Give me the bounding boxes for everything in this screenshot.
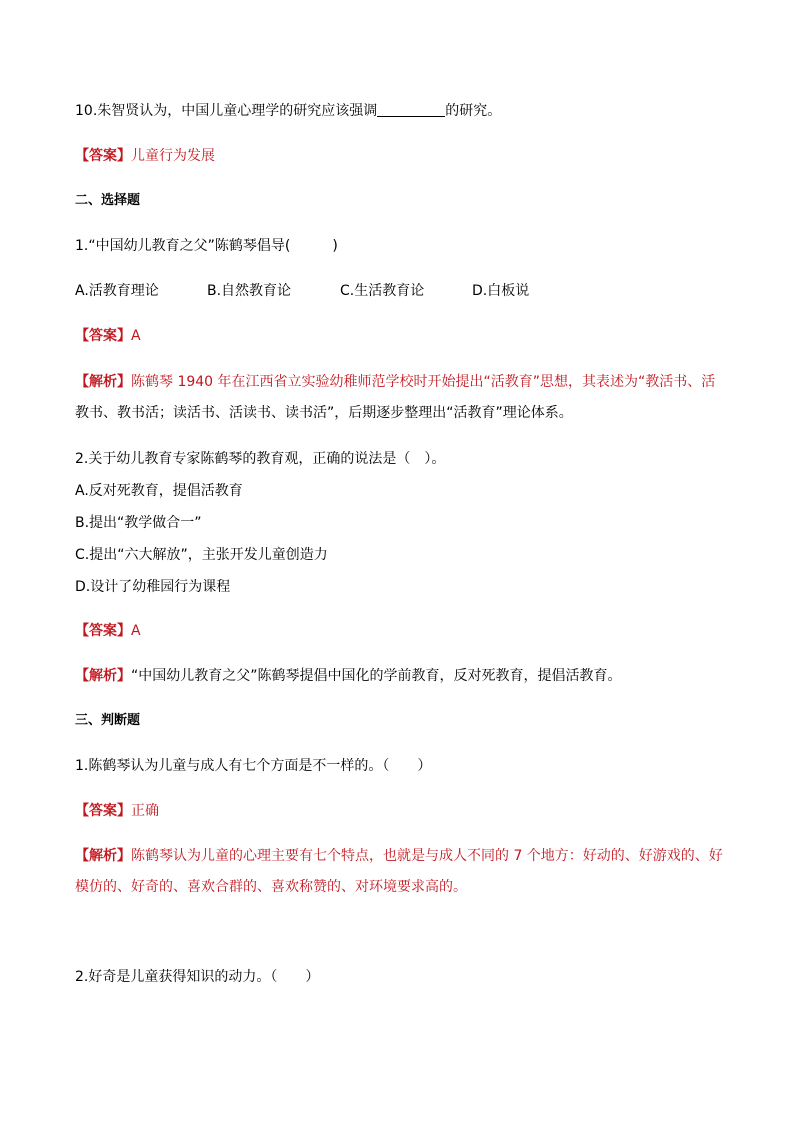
mc2-stem: 2.关于幼儿教育专家陈鹤琴的教育观，正确的说法是（ ）。 [75, 451, 446, 467]
mc1-option-b: B.自然教育论 [207, 283, 292, 299]
mc1-analysis-line1 [75, 372, 715, 392]
mc2-option-d: D.设计了幼稚园行为课程 [75, 579, 231, 595]
analysis-label: 【解析】 [75, 374, 131, 390]
analysis-text: “中国幼儿教育之父”陈鹤琴提倡中国化的学前教育，反对死教育，提倡活教育。 [131, 668, 622, 684]
tf1-analysis-line2 [75, 877, 467, 897]
mc1-option-a: A.活教育理论 [75, 283, 159, 299]
answer-label: 【答案】 [75, 148, 131, 164]
analysis-text: 陈鹤琴认为儿童的心理主要有七个特点，也就是与成人不同的 7 个地方：好动的、好游戏的、好 [131, 848, 723, 864]
tf1-stem: 1.陈鹤琴认为儿童与成人有七个方面是不一样的。（ ） [75, 758, 432, 774]
question-10 [75, 101, 501, 121]
fill-blank [377, 102, 445, 117]
mc1-stem: 1.“中国幼儿教育之父”陈鹤琴倡导( ) [75, 238, 338, 254]
analysis-text: 模仿的、好奇的、喜欢合群的、喜欢称赞的、对环境要求高的。 [75, 879, 467, 895]
mc2-option-b: B.提出“教学做合一” [75, 515, 202, 531]
mc2-option-a: A.反对死教育，提倡活教育 [75, 483, 243, 499]
section-title-choice: 二、选择题 [75, 193, 141, 208]
analysis-label: 【解析】 [75, 848, 131, 864]
answer-text: A [131, 328, 141, 344]
answer-text: 儿童行为发展 [131, 148, 215, 164]
answer-text: A [131, 623, 141, 639]
answer-label: 【答案】 [75, 623, 131, 639]
mc1-option-d: D.白板说 [472, 283, 530, 299]
mc1-analysis-line2 [75, 403, 573, 423]
analysis-text: 陈鹤琴 1940 年在江西省立实验幼稚师范学校时开始提出“活教育”思想，其表述为“教活书、活 [131, 374, 716, 390]
mc2-answer [75, 621, 141, 641]
answer-text: 正确 [131, 803, 159, 819]
tf1-answer [75, 801, 159, 821]
tf2-stem: 2.好奇是儿童获得知识的动力。（ ） [75, 969, 320, 985]
answer-label: 【答案】 [75, 328, 131, 344]
mc2-analysis [75, 666, 622, 686]
answer-label: 【答案】 [75, 803, 131, 819]
question-10-suffix: 的研究。 [445, 103, 502, 119]
mc2-option-c: C.提出“六大解放”，主张开发儿童创造力 [75, 547, 328, 563]
mc1-answer [75, 326, 141, 346]
answer-10 [75, 146, 215, 166]
question-10-prefix: 10.朱智贤认为，中国儿童心理学的研究应该强调 [75, 103, 378, 119]
section-title-judgement: 三、判断题 [75, 713, 141, 728]
mc1-option-c: C.生活教育论 [340, 283, 425, 299]
mc1-options [75, 281, 529, 301]
analysis-text: 教书、教书活；读活书、活读书、读书活”，后期逐步整理出“活教育”理论体系。 [75, 405, 573, 421]
tf1-analysis-line1 [75, 846, 723, 866]
analysis-label: 【解析】 [75, 668, 131, 684]
